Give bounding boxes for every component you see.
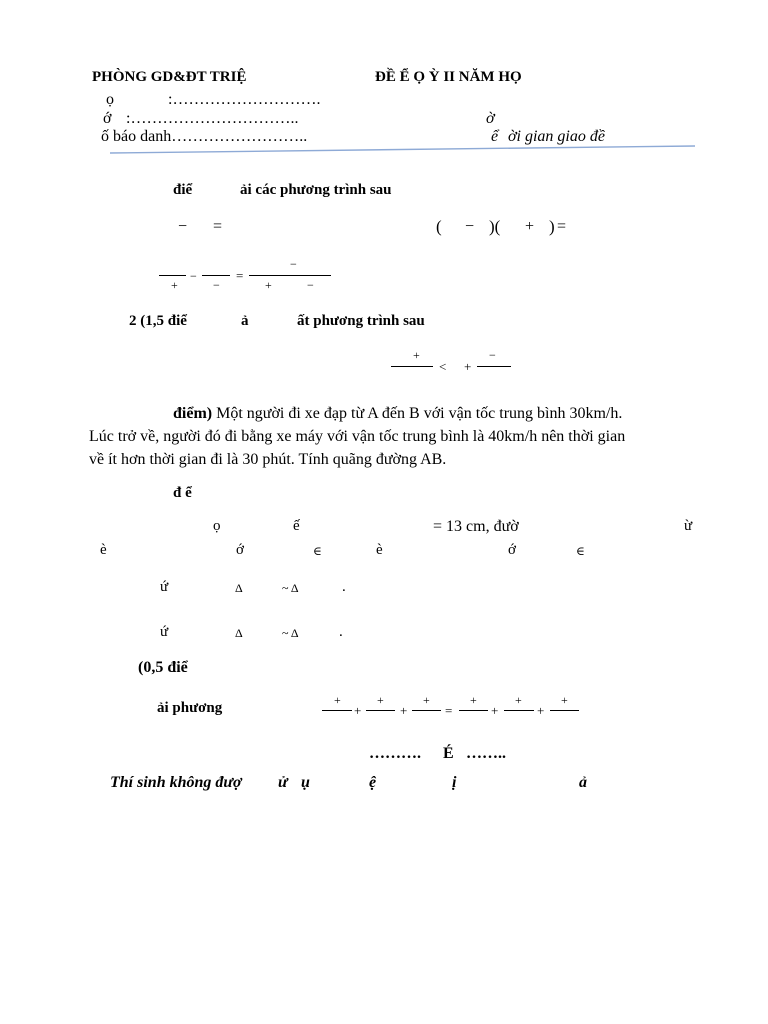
q5-numerator-2: + (377, 693, 384, 707)
q3-points: điểm) (173, 405, 213, 422)
candidate-note-fragment-1: ử (278, 774, 288, 791)
header-divider (110, 145, 700, 157)
q1c-denominator-3b: − (307, 278, 314, 292)
q1c-denominator-2: − (213, 278, 220, 292)
q1-heading: ải các phương trình sau (240, 182, 392, 198)
candidate-note-fragment-4: ị (452, 774, 457, 791)
q1b-open-paren: ( (436, 217, 442, 236)
q5-fraction-bar-1 (322, 710, 352, 711)
end-dots-right: …….. (466, 745, 506, 762)
q4-fragment-2: ế (293, 518, 300, 534)
q1b-equals: = (557, 218, 567, 235)
q2-plus: + (464, 359, 472, 374)
q5-numerator-4: + (470, 693, 477, 707)
q5-numerator-5: + (515, 693, 522, 707)
q1a-minus: − (178, 218, 188, 235)
q1b-plus: + (525, 218, 535, 235)
q4b-period: . (339, 624, 343, 640)
q3-line-1 (173, 402, 622, 425)
q1b-minus: − (465, 218, 475, 235)
q5-operator-3: = (445, 703, 453, 718)
q1c-denominator-3a: + (265, 278, 272, 292)
q5-label: ải phương (157, 700, 223, 716)
q1c-numerator-minus: − (290, 257, 297, 271)
time-note: ời gian giao đề (508, 128, 605, 145)
q1-heading-fragment: điể (173, 182, 193, 198)
q1b-mid-paren: )( (489, 217, 501, 236)
q5-numerator-1: + (334, 693, 341, 707)
q5-heading: (0,5 điể (138, 659, 188, 676)
q2-heading: ất phương trình sau (297, 313, 425, 329)
q1b-close-paren: ) (549, 217, 555, 236)
q4a-fragment: ứ (160, 579, 169, 595)
student-name-label: ọ (106, 91, 114, 108)
q2-fraction-bar-1 (391, 366, 433, 367)
end-dots-left: ………. (369, 745, 421, 762)
q2-fraction-bar-2 (477, 366, 511, 367)
q5-operator-5: + (537, 703, 545, 718)
q4b-triangle-1: Δ (235, 626, 243, 640)
exam-title: ĐỀ Ể Ọ Ỳ II NĂM HỌ (375, 69, 522, 85)
q5-fraction-bar-5 (504, 710, 534, 711)
q2-numerator-2: − (489, 348, 496, 362)
q4-fragment-7: ớ (508, 542, 516, 558)
q3-problem-text: Một người đi xe đạp từ A đến B với vận tốc trung bình 30km/h. (212, 405, 623, 422)
class-blank: :………………………….. (126, 110, 299, 127)
q1c-fraction-bar-3 (249, 275, 331, 276)
q3-line-3: về ít hơn thời gian đi là 30 phút. Tính quãng đường AB. (89, 451, 447, 468)
q4-fragment-5: ớ (236, 542, 244, 558)
q4-heading: đ ể (173, 485, 192, 501)
q1c-fraction-bar-2 (202, 275, 230, 276)
department-name: PHÒNG GD&ĐT TRIỆ (92, 69, 247, 85)
candidate-note: Thí sinh không đượ (110, 774, 242, 791)
q4a-similar-triangle: ~ Δ (282, 581, 299, 595)
q5-operator-1: + (354, 703, 362, 718)
candidate-note-fragment-3: ệ (369, 774, 377, 791)
q4-fragment-4: è (100, 542, 107, 558)
q2-heading-points: 2 (1,5 điể (129, 313, 187, 329)
q5-operator-4: + (491, 703, 499, 718)
q5-fraction-bar-6 (550, 710, 579, 711)
class-label: ớ (103, 110, 112, 127)
q5-fraction-bar-3 (412, 710, 441, 711)
candidate-note-fragment-5: ả (579, 774, 587, 791)
q3-line-2: Lúc trở về, người đó đi bằng xe máy với vận tốc trung bình là 40km/h nên thời gian (89, 428, 626, 445)
candidate-number-field: ố báo danh…………………….. (101, 128, 308, 145)
q4-fragment-1: ọ (213, 518, 221, 534)
q4-element-of-2: ∈ (576, 544, 585, 558)
q4a-triangle-1: Δ (235, 581, 243, 595)
q4a-period: . (342, 579, 346, 595)
q4-element-of-1: ∈ (313, 544, 322, 558)
q5-numerator-3: + (423, 693, 430, 707)
q5-fraction-bar-4 (459, 710, 488, 711)
q1c-fraction-bar-1 (159, 275, 186, 276)
q2-heading-fragment: ả (241, 313, 249, 329)
q4-fragment-3: ừ (684, 518, 693, 534)
q5-numerator-6: + (561, 693, 568, 707)
time-note-fragment: ể (491, 128, 499, 145)
q1c-minus: − (190, 269, 197, 283)
q4-given-length: = 13 cm, đườ (433, 518, 519, 535)
student-name-blank: :………………………. (168, 91, 321, 108)
q4-fragment-6: è (376, 542, 383, 558)
candidate-note-fragment-2: ụ (301, 774, 310, 791)
q4b-similar-triangle: ~ Δ (282, 626, 299, 640)
q1c-denominator-1: + (171, 278, 178, 292)
q4b-fragment: ứ (160, 624, 169, 640)
q1c-equals: = (236, 268, 244, 283)
exam-time-label: ờ (486, 110, 495, 127)
q5-operator-2: + (400, 703, 408, 718)
q2-numerator-1: + (413, 348, 420, 362)
q1a-equals: = (213, 218, 223, 235)
q2-less-than: < (439, 359, 447, 374)
end-text: É (443, 745, 454, 762)
q5-fraction-bar-2 (366, 710, 395, 711)
